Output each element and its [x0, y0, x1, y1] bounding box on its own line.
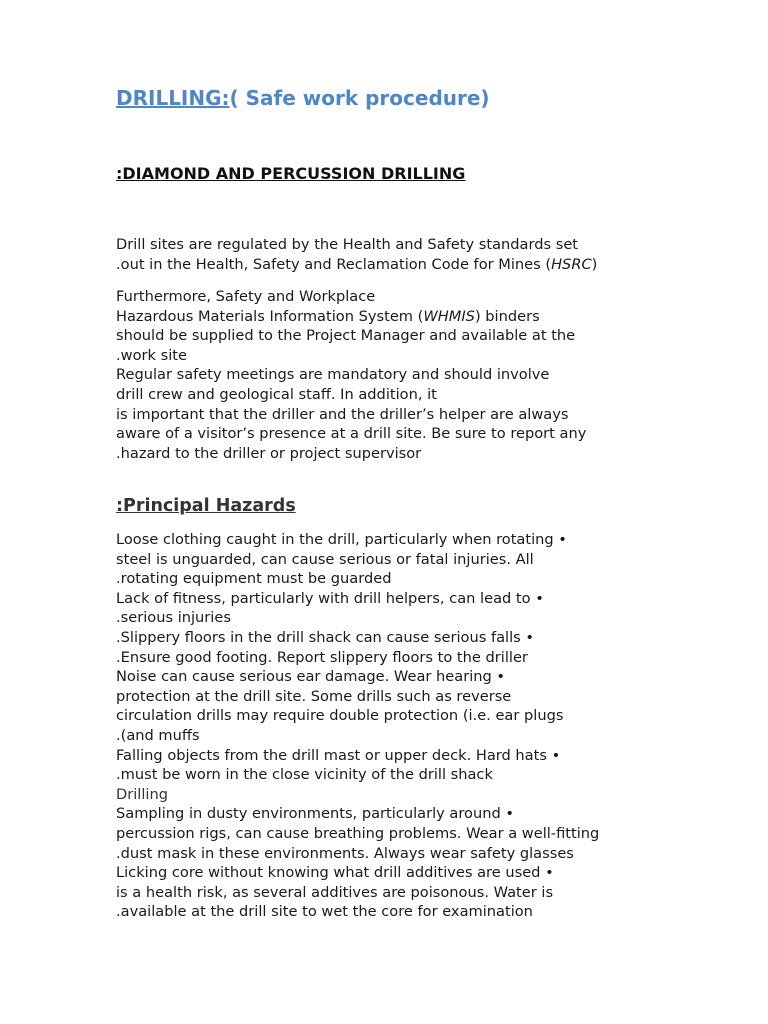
hazard-line: circulation drills may require double protection (i.e. ear plugs	[116, 707, 564, 725]
text-run: .out in the Health, Safety and Reclamation Code for Mines (	[116, 255, 552, 273]
hazard-line: .available at the drill site to wet the core for examination	[116, 903, 533, 921]
intro-paragraph-whmis	[116, 287, 586, 463]
hazard-line: .Slippery floors in the drill shack can cause serious falls •	[116, 628, 534, 646]
title-drilling: DRILLING:	[116, 86, 230, 110]
text-line	[116, 255, 597, 275]
text-line: aware of a visitor’s presence at a drill site. Be sure to report any	[116, 425, 587, 443]
text-run: Hazardous Materials Information System (	[116, 307, 424, 325]
hazard-line: Sampling in dusty environments, particularly around •	[116, 805, 514, 823]
hazard-line: Noise can cause serious ear damage. Wear hearing •	[116, 668, 506, 686]
hazard-line: percussion rigs, can cause breathing problems. Wear a well-fitting	[116, 824, 600, 842]
text-line: Drill sites are regulated by the Health and Safety standards set	[116, 236, 579, 253]
text-run: )	[591, 255, 598, 273]
hazard-line: Lack of fitness, particularly with drill helpers, can lead to •	[116, 589, 544, 607]
text-line: should be supplied to the Project Manager and available at the	[116, 327, 576, 345]
hazard-line: .must be worn in the close vicinity of the drill shack	[116, 766, 493, 784]
text-line: Furthermore, Safety and Workplace	[116, 288, 376, 305]
hazard-line: .dust mask in these environments. Always wear safety glasses	[116, 844, 574, 862]
intro-paragraph-regulations	[116, 235, 597, 274]
hazard-line: Licking core without knowing what drill additives are used •	[116, 864, 554, 882]
text-line: drill crew and geological staff. In addition, it	[116, 385, 437, 403]
hazard-line: .rotating equipment must be guarded	[116, 570, 392, 588]
hazard-line: Falling objects from the drill mast or upper deck. Hard hats •	[116, 746, 561, 764]
hazard-line: .serious injuries	[116, 609, 231, 627]
hazards-list	[116, 530, 599, 922]
section-heading-principal-hazards: :Principal Hazards	[116, 496, 296, 516]
hazard-line: Loose clothing caught in the drill, particularly when rotating •	[116, 531, 567, 548]
hazard-line: is a health risk, as several additives are poisonous. Water is	[116, 883, 554, 901]
hazard-line: protection at the drill site. Some drills such as reverse	[116, 687, 512, 705]
page-title	[116, 86, 490, 110]
text-run: ) binders	[474, 307, 540, 325]
hazard-line-drilling: Drilling	[116, 785, 168, 803]
text-italic-hsrc: HSRC	[551, 255, 592, 273]
hazard-line: .Ensure good footing. Report slippery floors to the driller	[116, 648, 528, 666]
section-heading-diamond-percussion: :DIAMOND AND PERCUSSION DRILLING	[116, 164, 466, 183]
text-line: .hazard to the driller or project supervisor	[116, 444, 422, 462]
title-subtitle: ( Safe work procedure)	[229, 86, 490, 110]
hazard-line: .(and muffs	[116, 726, 200, 744]
text-line: is important that the driller and the driller’s helper are always	[116, 405, 569, 423]
text-line	[116, 307, 586, 327]
text-italic-whmis: WHMIS	[423, 307, 475, 325]
text-line: .work site	[116, 346, 187, 364]
hazard-line: steel is unguarded, can cause serious or fatal injuries. All	[116, 550, 534, 568]
text-line: Regular safety meetings are mandatory and should involve	[116, 366, 550, 384]
